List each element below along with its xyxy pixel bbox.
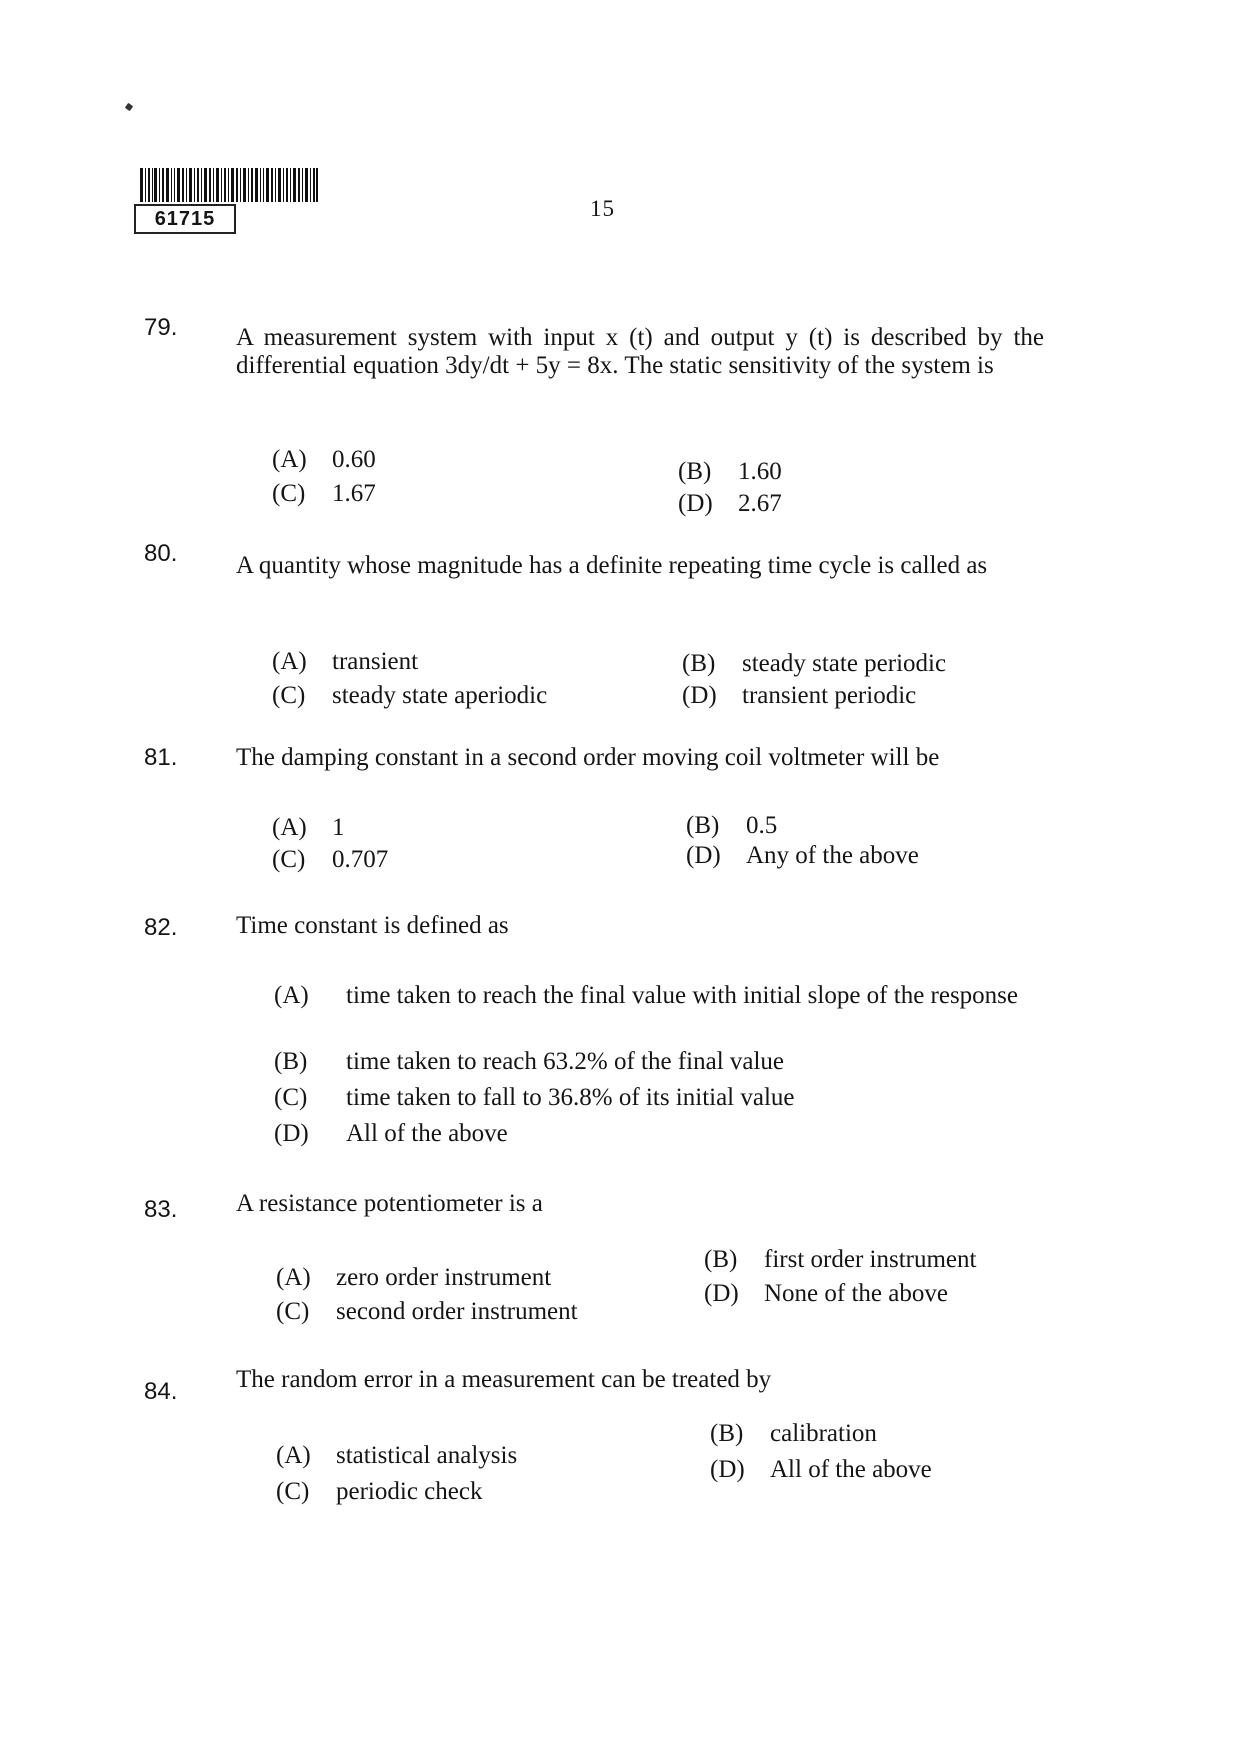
question-text: A measurement system with input x (t) and output y (t) is described by the differential equation 3dy/dt + 5y = 8x. The static sensitivity of the system is bbox=[236, 324, 1044, 379]
option-letter: (A) bbox=[276, 1264, 311, 1291]
option-text: transient bbox=[332, 648, 419, 675]
option-letter: (A) bbox=[276, 1442, 311, 1469]
option-letter: (D) bbox=[678, 490, 713, 517]
option-c bbox=[274, 1082, 1078, 1114]
option-letter: (C) bbox=[276, 1478, 310, 1505]
option-b bbox=[274, 1046, 1078, 1078]
option-c bbox=[272, 844, 388, 876]
option-text: time taken to reach 63.2% of the final value bbox=[346, 1048, 785, 1075]
option-letter: (C) bbox=[274, 1084, 308, 1111]
option-b bbox=[704, 1244, 976, 1276]
option-letter: (C) bbox=[272, 846, 306, 873]
option-text: 0.5 bbox=[746, 812, 778, 839]
option-c bbox=[272, 478, 376, 510]
option-letter: (B) bbox=[274, 1048, 308, 1075]
option-d bbox=[686, 840, 919, 872]
exam-code-box: 61715 bbox=[134, 204, 236, 234]
option-letter: (C) bbox=[276, 1298, 310, 1325]
option-letter: (C) bbox=[272, 480, 306, 507]
option-text: steady state aperiodic bbox=[332, 682, 548, 709]
option-d bbox=[710, 1454, 932, 1486]
option-text: second order instrument bbox=[336, 1298, 578, 1325]
option-letter: (C) bbox=[272, 682, 306, 709]
option-text: All of the above bbox=[346, 1120, 508, 1147]
question-number: 80. bbox=[144, 540, 178, 567]
question-text: The damping constant in a second order moving coil voltmeter will be bbox=[236, 744, 940, 771]
option-text: time taken to fall to 36.8% of its initial value bbox=[346, 1084, 795, 1111]
option-text: transient periodic bbox=[742, 682, 917, 709]
option-letter: (A) bbox=[272, 648, 307, 675]
option-letter: (D) bbox=[682, 682, 717, 709]
option-a bbox=[276, 1262, 551, 1294]
barcode-graphic bbox=[140, 168, 318, 202]
barcode bbox=[140, 168, 318, 202]
option-a bbox=[272, 646, 418, 678]
page-number: 15 bbox=[590, 196, 615, 221]
question-number: 83. bbox=[144, 1196, 178, 1223]
option-text: 1.67 bbox=[332, 480, 376, 507]
option-letter: (D) bbox=[686, 842, 721, 869]
option-d bbox=[274, 1118, 1078, 1150]
option-a bbox=[272, 812, 345, 844]
option-text: time taken to reach the final value with initial slope of the response bbox=[346, 982, 1019, 1009]
option-d bbox=[704, 1278, 948, 1310]
question-text: Time constant is defined as bbox=[236, 912, 509, 939]
question-number: 82. bbox=[144, 914, 178, 941]
option-a bbox=[274, 980, 1078, 1012]
option-c bbox=[276, 1476, 482, 1508]
question-text: A resistance potentiometer is a bbox=[236, 1190, 543, 1217]
option-text: Any of the above bbox=[746, 842, 919, 869]
option-b bbox=[710, 1418, 877, 1450]
option-c bbox=[276, 1296, 578, 1328]
option-d bbox=[678, 488, 782, 520]
option-letter: (D) bbox=[274, 1120, 309, 1147]
option-text: 0.707 bbox=[332, 846, 389, 873]
question-number: 79. bbox=[144, 314, 178, 341]
option-text: 0.60 bbox=[332, 446, 376, 473]
option-a bbox=[276, 1440, 517, 1472]
option-text: first order instrument bbox=[764, 1246, 977, 1273]
option-text: calibration bbox=[770, 1420, 877, 1447]
option-text: periodic check bbox=[336, 1478, 483, 1505]
scan-mark bbox=[125, 103, 133, 111]
option-b bbox=[678, 456, 782, 488]
option-letter: (A) bbox=[272, 814, 307, 841]
option-d bbox=[682, 680, 916, 712]
option-letter: (B) bbox=[710, 1420, 744, 1447]
option-b bbox=[686, 810, 777, 842]
option-text: 2.67 bbox=[738, 490, 782, 517]
option-letter: (B) bbox=[682, 650, 716, 677]
option-letter: (B) bbox=[704, 1246, 738, 1273]
option-text: 1 bbox=[332, 814, 345, 841]
option-letter: (D) bbox=[710, 1456, 745, 1483]
option-text: None of the above bbox=[764, 1280, 948, 1307]
question-number: 81. bbox=[144, 744, 178, 771]
option-text: All of the above bbox=[770, 1456, 932, 1483]
option-a bbox=[272, 444, 376, 476]
question-text: The random error in a measurement can be treated by bbox=[236, 1366, 772, 1393]
option-b bbox=[682, 648, 946, 680]
question-number: 84. bbox=[144, 1378, 178, 1405]
option-letter: (D) bbox=[704, 1280, 739, 1307]
option-text: 1.60 bbox=[738, 458, 782, 485]
option-letter: (B) bbox=[678, 458, 712, 485]
option-c bbox=[272, 680, 547, 712]
option-letter: (A) bbox=[274, 982, 309, 1009]
option-letter: (A) bbox=[272, 446, 307, 473]
question-text: A quantity whose magnitude has a definite repeating time cycle is called as bbox=[236, 552, 988, 579]
option-text: steady state periodic bbox=[742, 650, 947, 677]
option-text: zero order instrument bbox=[336, 1264, 552, 1291]
option-text: statistical analysis bbox=[336, 1442, 518, 1469]
option-letter: (B) bbox=[686, 812, 720, 839]
